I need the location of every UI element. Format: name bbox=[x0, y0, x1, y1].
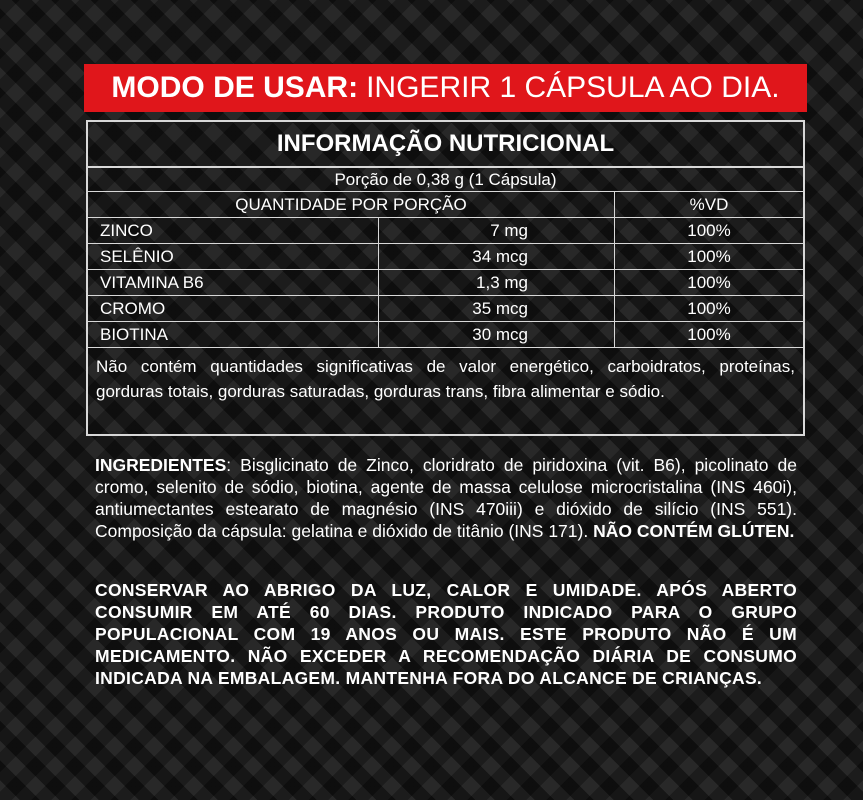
nutrient-name: ZINCO bbox=[88, 218, 379, 243]
nutrition-portion: Porção de 0,38 g (1 Cápsula) bbox=[88, 168, 803, 192]
storage-warning: CONSERVAR AO ABRIGO DA LUZ, CALOR E UMIDADE. APÓS ABERTO CONSUMIR EM ATÉ 60 DIAS. PRODUTO INDICADO PARA O GRUPO POPULACIONAL COM 19 ANOS OU MAIS. ESTE PRODUTO NÃO É UM MEDICAMENTO. NÃO EXCEDER A RECOMENDAÇÃO DIÁRIA DE CONSUMO INDICADA NA EMBALAGEM. MANTENHA FORA DO ALCANCE DE CRIANÇAS. bbox=[95, 580, 797, 688]
table-row bbox=[88, 270, 803, 296]
ingredients-label: INGREDIENTES bbox=[95, 455, 227, 475]
nutrition-table bbox=[86, 120, 805, 436]
table-row bbox=[88, 244, 803, 270]
nutrient-quantity: 34 mcg bbox=[379, 244, 615, 269]
nutrient-vd: 100% bbox=[687, 298, 731, 318]
gluten-notice: NÃO CONTÉM GLÚTEN. bbox=[593, 521, 795, 541]
nutrition-header-row bbox=[88, 192, 803, 218]
ingredients-text bbox=[95, 454, 797, 542]
nutrient-vd: 100% bbox=[687, 220, 731, 240]
ingredients-list: : Bisglicinato de Zinco, cloridrato de piridoxina (vit. B6), picolinato de cromo, selenito de sódio, biotina, agente de massa celulose microcristalina (INS 460i), antiumectantes estearato de magnésio (INS 470iii) e dióxido de silício (INS 551). Composição da cápsula: gelatina e dióxido de titânio (INS 171). bbox=[95, 455, 797, 541]
usage-banner bbox=[84, 64, 807, 112]
header-vd: %VD bbox=[689, 194, 729, 214]
nutrient-name: CROMO bbox=[88, 296, 379, 321]
nutrient-quantity: 35 mcg bbox=[379, 296, 615, 321]
nutrition-note: Não contém quantidades significativas de valor energético, carboidratos, proteínas, gorduras totais, gorduras saturadas, gorduras trans, fibra alimentar e sódio. bbox=[96, 357, 795, 401]
table-row bbox=[88, 218, 803, 244]
table-row bbox=[88, 322, 803, 348]
nutrition-title: INFORMAÇÃO NUTRICIONAL bbox=[88, 122, 803, 168]
nutrient-quantity: 7 mg bbox=[379, 218, 615, 243]
usage-label: MODO DE USAR: bbox=[111, 71, 359, 104]
header-quantity: QUANTIDADE POR PORÇÃO bbox=[88, 192, 615, 217]
nutrient-vd: 100% bbox=[687, 246, 731, 266]
nutrient-name: SELÊNIO bbox=[88, 244, 379, 269]
nutrient-quantity: 1,3 mg bbox=[379, 270, 615, 295]
nutrient-vd: 100% bbox=[687, 272, 731, 292]
nutrient-name: BIOTINA bbox=[88, 322, 379, 347]
nutrient-quantity: 30 mcg bbox=[379, 322, 615, 347]
usage-text: INGERIR 1 CÁPSULA AO DIA. bbox=[366, 71, 780, 104]
nutrient-vd: 100% bbox=[687, 324, 731, 344]
nutrient-name: VITAMINA B6 bbox=[88, 270, 379, 295]
table-row bbox=[88, 296, 803, 322]
